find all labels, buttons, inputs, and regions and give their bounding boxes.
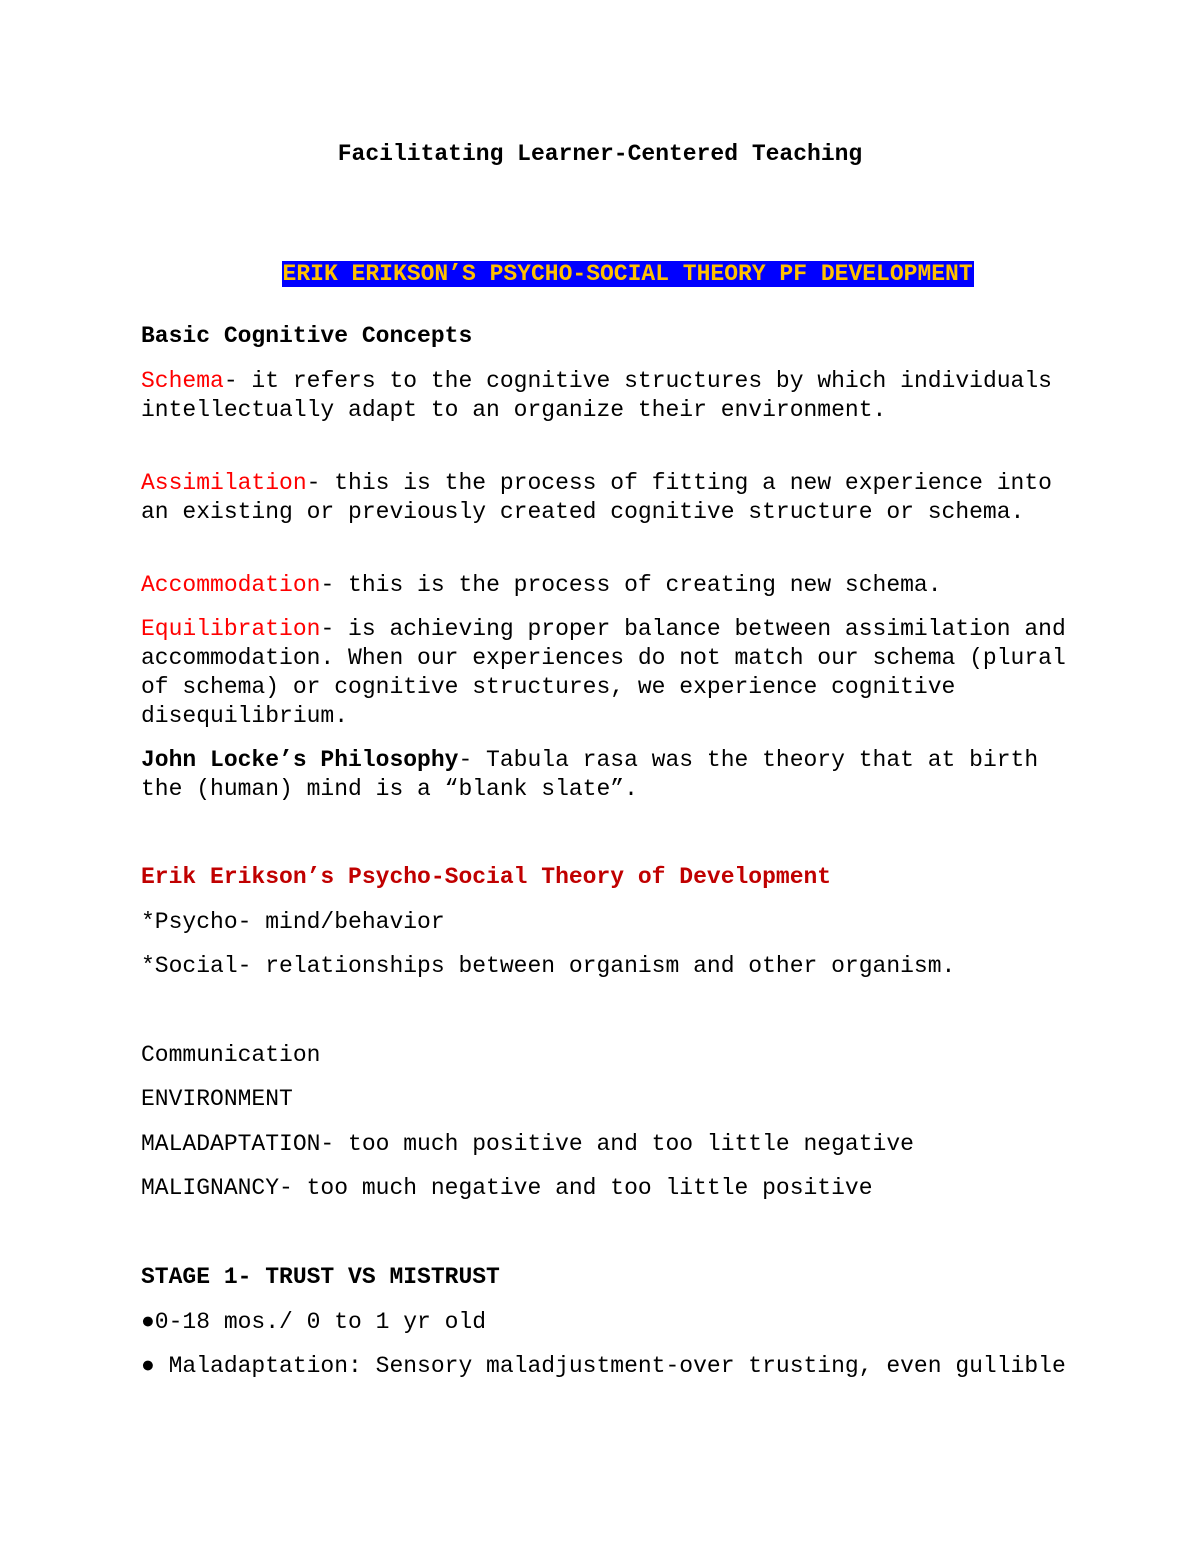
concept-schema bbox=[141, 367, 1081, 425]
malignancy-definition: MALIGNANCY- too much negative and too little positive bbox=[141, 1175, 873, 1201]
theory-heading: Erik Erikson’s Psycho-Social Theory of Development bbox=[141, 864, 832, 890]
concept-accommodation bbox=[141, 571, 1081, 600]
social-definition: *Social- relationships between organism and other organism. bbox=[141, 953, 956, 979]
banner-heading-text: ERIK ERIKSON’S PSYCHO-SOCIAL THEORY PF DEVELOPMENT bbox=[282, 261, 973, 287]
concepts-heading: Basic Cognitive Concepts bbox=[141, 323, 473, 349]
concept-equilibration bbox=[141, 615, 1081, 731]
locke-term: John Locke’s Philosophy bbox=[141, 747, 459, 773]
banner-heading bbox=[0, 231, 1200, 318]
concept-term: Schema bbox=[141, 368, 224, 394]
concept-term: Assimilation bbox=[141, 470, 307, 496]
concept-definition: - this is the process of creating new schema. bbox=[320, 572, 942, 598]
concept-definition: - is achieving proper balance between assimilation and accommodation. When our experiences do not match our schema (plural of schema) or cognitive structures, we experience cognitive disequilibrium. bbox=[141, 616, 1080, 729]
environment-label: ENVIRONMENT bbox=[141, 1086, 293, 1112]
stage1-bullet-age: ●0-18 mos./ 0 to 1 yr old bbox=[141, 1309, 487, 1335]
concept-term: Equilibration bbox=[141, 616, 321, 642]
concept-assimilation bbox=[141, 469, 1081, 527]
locke-philosophy bbox=[141, 746, 1081, 804]
locke-definition: - Tabula rasa was the theory that at birth the (human) mind is a “blank slate”. bbox=[141, 747, 1052, 802]
concept-definition: - this is the process of fitting a new experience into an existing or previously created cognitive structure or schema. bbox=[141, 470, 1066, 525]
psycho-definition: *Psycho- mind/behavior bbox=[141, 909, 445, 935]
document-title: Facilitating Learner-Centered Teaching bbox=[337, 141, 863, 167]
communication-label: Communication bbox=[141, 1042, 321, 1068]
maladaptation-definition: MALADAPTATION- too much positive and too little negative bbox=[141, 1131, 914, 1157]
stage1-heading: STAGE 1- TRUST VS MISTRUST bbox=[141, 1264, 500, 1290]
concept-definition: - it refers to the cognitive structures by which individuals intellectually adapt to an organize their environment. bbox=[141, 368, 1066, 423]
concept-term: Accommodation bbox=[141, 572, 321, 598]
stage1-bullet-maladaptation: ● Maladaptation: Sensory maladjustment-over trusting, even gullible bbox=[141, 1353, 1066, 1379]
